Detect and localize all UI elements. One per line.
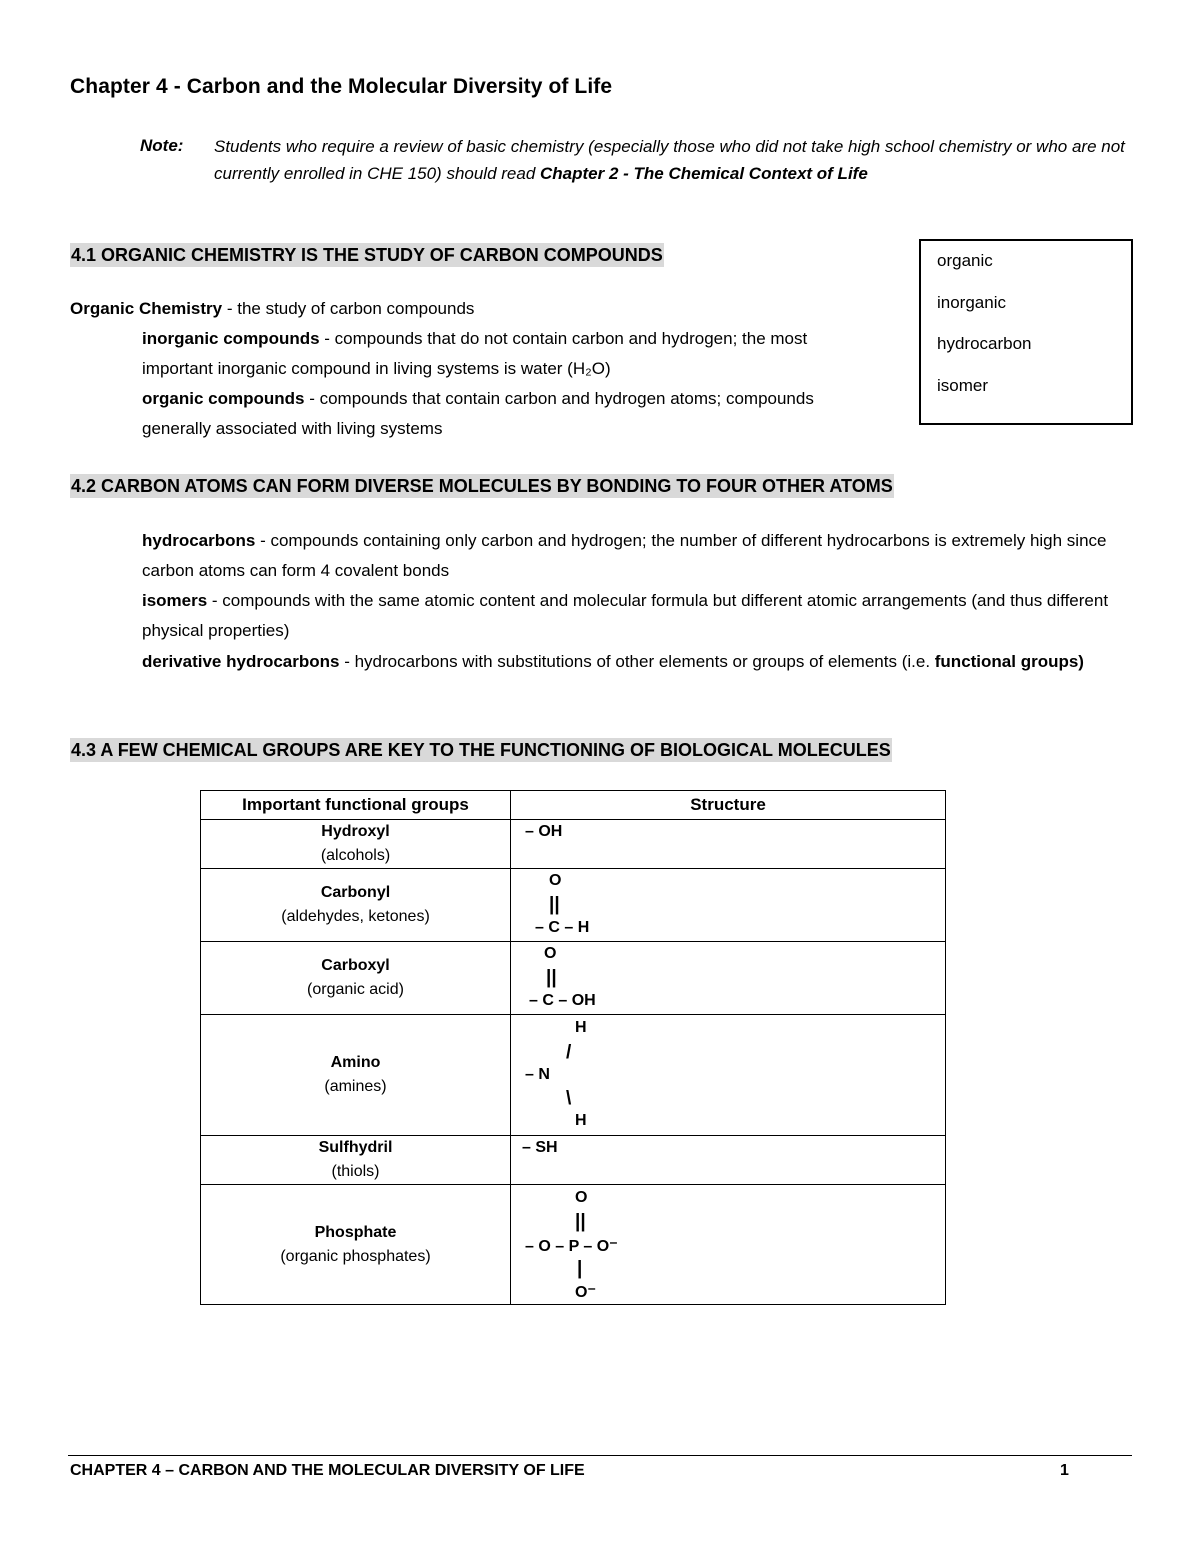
term: inorganic compounds xyxy=(142,329,320,348)
page-title: Chapter 4 - Carbon and the Molecular Diversity of Life xyxy=(70,75,613,98)
vocab-term: organic xyxy=(937,251,993,270)
column-header: Structure xyxy=(511,791,946,820)
note-text-bold: Chapter 2 - The Chemical Context of Life xyxy=(540,164,868,183)
structure-cell xyxy=(511,869,946,942)
structure-cell xyxy=(511,1185,946,1305)
note-text xyxy=(214,133,1144,187)
group-class: (alcohols) xyxy=(320,847,391,864)
group-name-cell xyxy=(201,1136,511,1185)
structure-text: H xyxy=(575,1019,587,1036)
footer-divider xyxy=(68,1455,1132,1456)
group-name: Carbonyl xyxy=(320,884,391,901)
structure-text: H xyxy=(575,1112,587,1129)
group-name-cell xyxy=(201,869,511,942)
note-label: Note: xyxy=(140,136,184,155)
term: isomers xyxy=(142,591,208,610)
definition-isomers xyxy=(142,586,1132,646)
definition: - compounds that do not contain carbon and hydrogen; the most important inorganic compound in living systems is water (H₂O) xyxy=(142,329,808,378)
group-name: Phosphate xyxy=(314,1223,397,1241)
structure-text: | xyxy=(577,1258,583,1279)
structure-text: || xyxy=(575,1211,586,1232)
definition: - compounds containing only carbon and hydrogen; the number of different hydrocarbons is extremely high since carbon atoms can form 4 covalent bonds xyxy=(142,531,1107,580)
group-name: Amino xyxy=(330,1054,381,1071)
page-number: 1 xyxy=(1060,1462,1069,1479)
definition: - the study of carbon compounds xyxy=(222,299,475,318)
group-class: (amines) xyxy=(324,1078,387,1095)
table-row xyxy=(201,869,946,942)
definition-organic-compounds xyxy=(142,384,862,444)
vocabulary-box xyxy=(919,239,1133,425)
definition-hydrocarbons xyxy=(142,526,1132,586)
table-row xyxy=(201,820,946,869)
group-name-cell xyxy=(201,942,511,1015)
vocab-term: inorganic xyxy=(937,293,1006,312)
structure-text: || xyxy=(546,967,557,988)
definition-inorganic-compounds xyxy=(142,324,882,384)
section-heading-4-3: 4.3 A FEW CHEMICAL GROUPS ARE KEY TO THE FUNCTIONING OF BIOLOGICAL MOLECULES xyxy=(71,740,891,760)
group-name: Hydroxyl xyxy=(321,823,390,840)
structure-text: O xyxy=(549,872,562,889)
definition: - compounds with the same atomic content and molecular formula but different atomic arrangements (and thus different physical properties) xyxy=(142,591,1109,640)
footer-text: CHAPTER 4 – CARBON AND THE MOLECULAR DIVERSITY OF LIFE xyxy=(70,1462,585,1479)
structure-text: – OH xyxy=(525,823,563,840)
structure-text: O⁻ xyxy=(575,1284,596,1301)
definition-organic-chemistry xyxy=(70,294,474,324)
vocab-term: isomer xyxy=(937,376,989,395)
structure-text: – SH xyxy=(522,1139,558,1156)
term-functional-groups: functional groups) xyxy=(934,652,1084,671)
structure-cell xyxy=(511,820,946,869)
structure-text: O xyxy=(575,1189,588,1206)
structure-text: || xyxy=(549,894,560,915)
table-row xyxy=(201,942,946,1015)
note-text-plain: Students who require a review of basic chemistry (especially those who did not take high school chemistry or who are not currently enrolled in CHE 150) should read xyxy=(214,137,1125,183)
table-row xyxy=(201,1185,946,1305)
table-row xyxy=(201,1136,946,1185)
structure-cell xyxy=(511,1015,946,1136)
section-heading-4-2: 4.2 CARBON ATOMS CAN FORM DIVERSE MOLECULES BY BONDING TO FOUR OTHER ATOMS xyxy=(71,476,893,496)
group-name-cell xyxy=(201,1185,511,1305)
structure-text: / xyxy=(566,1042,572,1063)
term: hydrocarbons xyxy=(142,531,256,550)
table-row xyxy=(201,1015,946,1136)
group-class: (organic acid) xyxy=(307,981,404,998)
column-header: Important functional groups xyxy=(201,791,511,820)
section-heading-4-1: 4.1 ORGANIC CHEMISTRY IS THE STUDY OF CARBON COMPOUNDS xyxy=(71,245,663,265)
group-name: Carboxyl xyxy=(321,957,390,974)
group-name: Sulfhydril xyxy=(318,1139,393,1156)
structure-text: \ xyxy=(566,1088,572,1109)
group-class: (thiols) xyxy=(331,1163,380,1180)
structure-cell xyxy=(511,942,946,1015)
structure-text: – C – OH xyxy=(529,992,596,1009)
structure-cell xyxy=(511,1136,946,1185)
structure-text: – O – P – O⁻ xyxy=(525,1238,618,1255)
functional-groups-table xyxy=(200,790,946,1305)
structure-text: – C – H xyxy=(535,919,590,936)
definition: - compounds that contain carbon and hydrogen atoms; compounds generally associated with living systems xyxy=(142,389,814,438)
group-class: (aldehydes, ketones) xyxy=(281,908,430,925)
group-name-cell xyxy=(201,1015,511,1136)
definition: - hydrocarbons with substitutions of other elements or groups of elements (i.e. xyxy=(339,652,935,671)
term: organic compounds xyxy=(142,389,305,408)
structure-text: O xyxy=(544,945,557,962)
term: derivative hydrocarbons xyxy=(142,652,340,671)
definition-derivative-hydrocarbons xyxy=(142,647,1132,677)
structure-text: – N xyxy=(525,1066,550,1083)
table-header-row xyxy=(201,791,946,820)
vocab-term: hydrocarbon xyxy=(937,334,1032,353)
term: Organic Chemistry xyxy=(70,299,223,318)
group-class: (organic phosphates) xyxy=(280,1247,431,1265)
group-name-cell xyxy=(201,820,511,869)
